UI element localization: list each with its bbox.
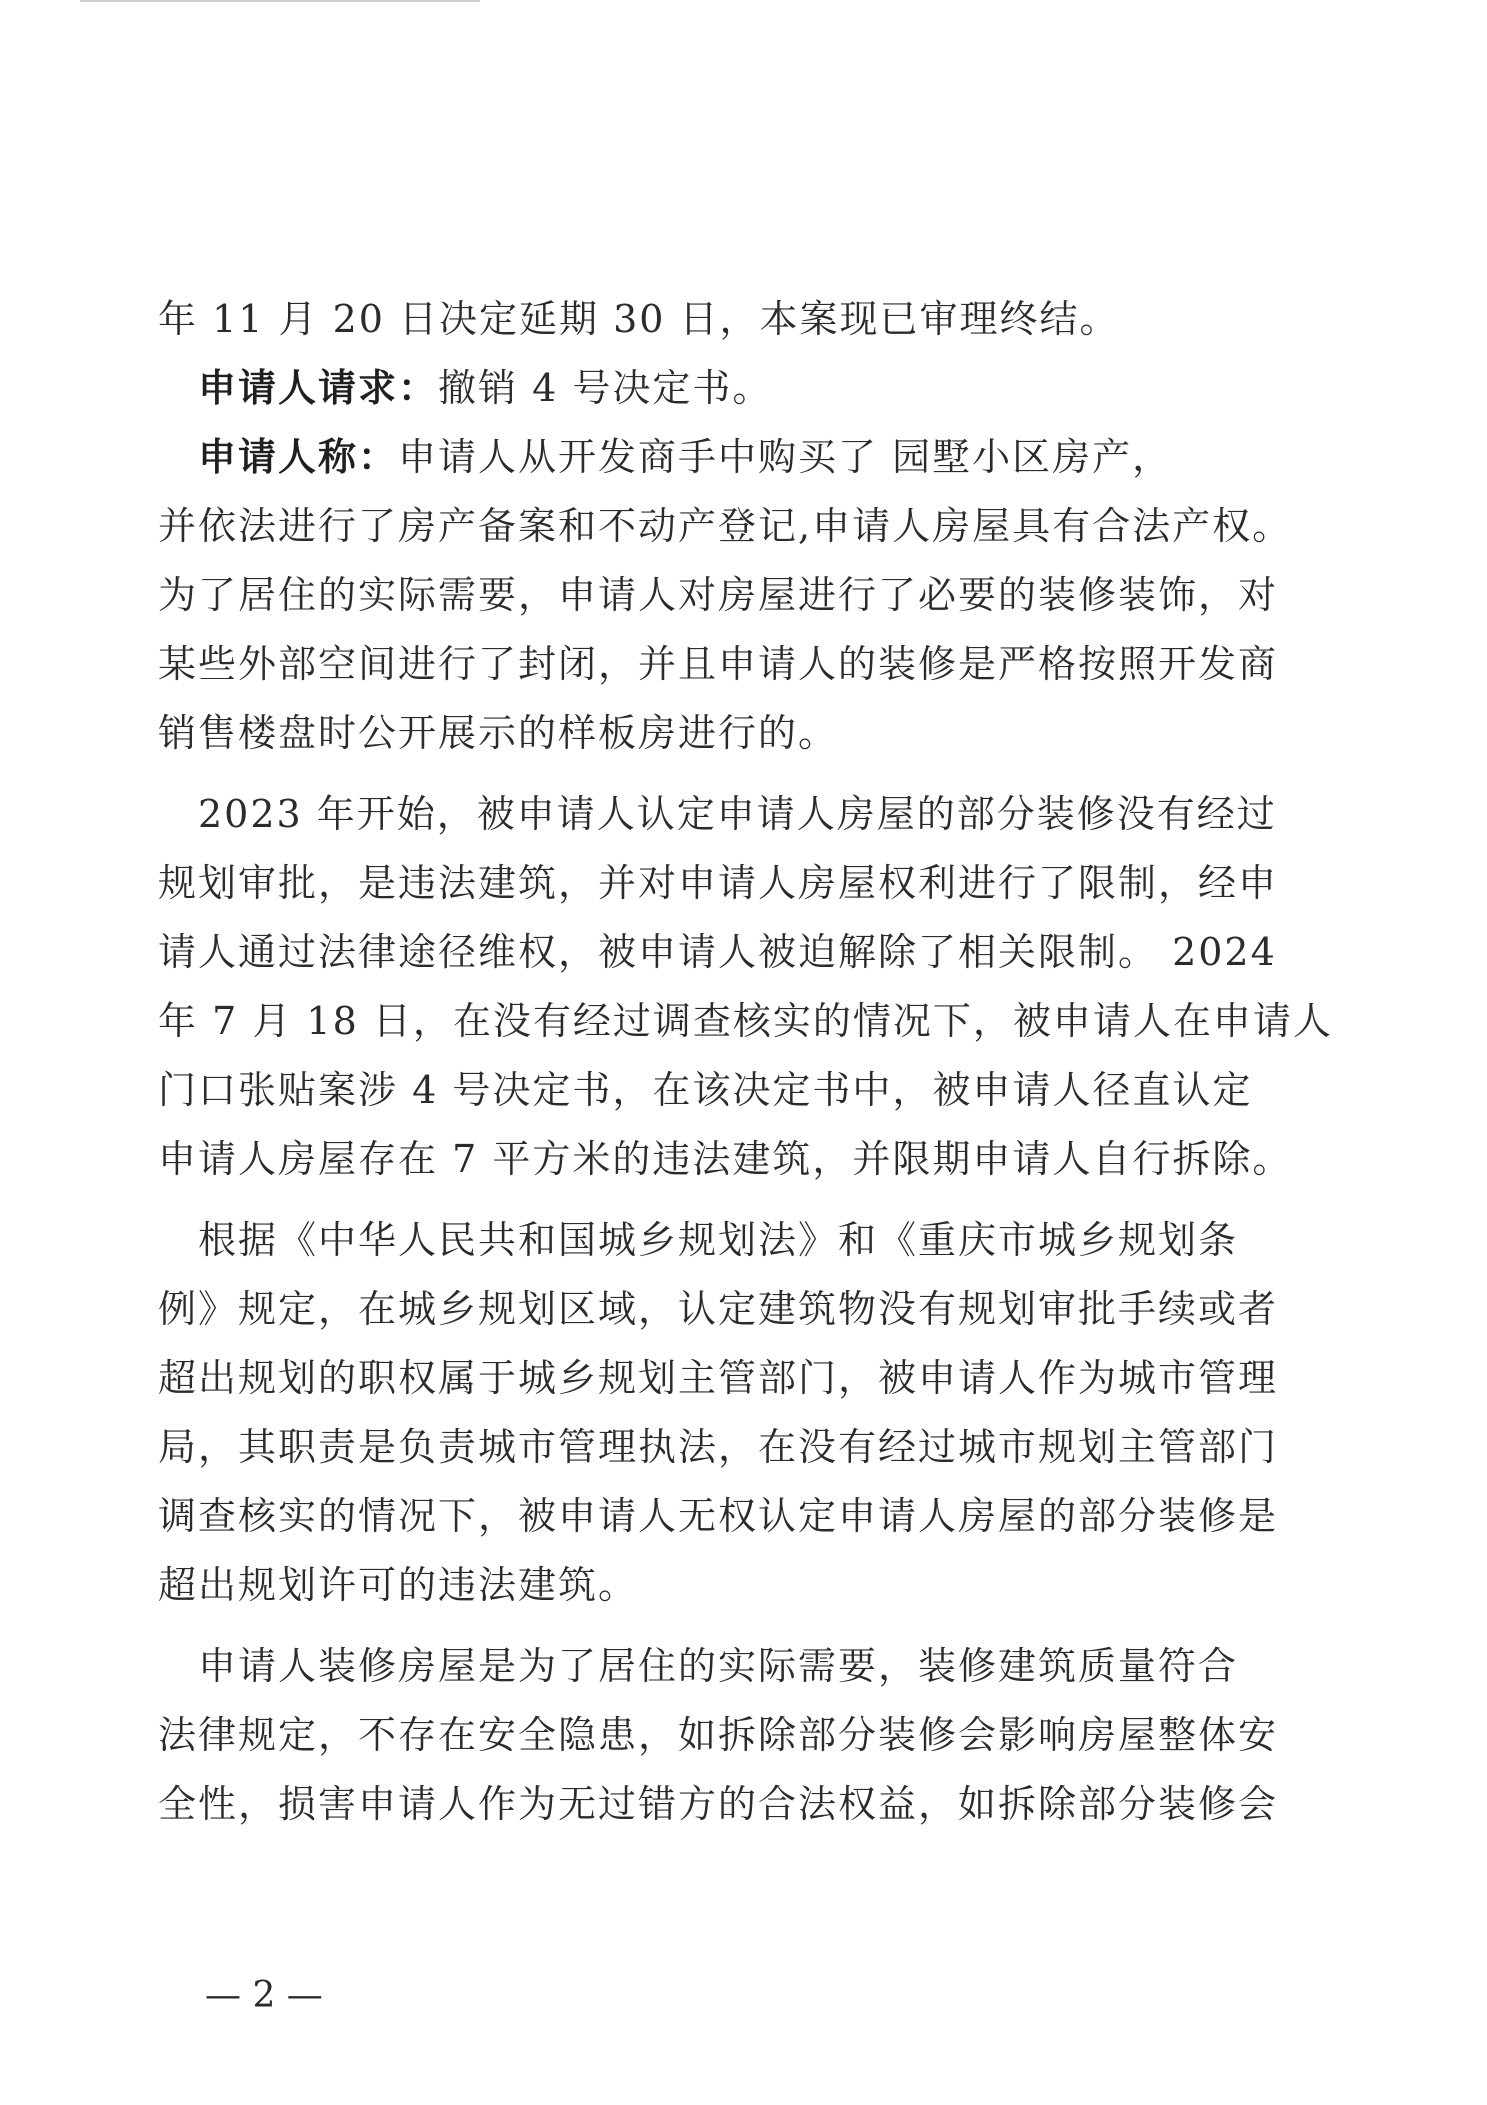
text-line <box>158 699 1286 768</box>
text-line <box>158 918 1286 987</box>
line-text: 2023 年开始，被申请人认定申请人房屋的部分装修没有经过 <box>158 792 1277 836</box>
line-text: 年 7 月 18 日，在没有经过调查核实的情况下，被申请人在申请人 <box>158 999 1333 1043</box>
line-text: 申请人从开发商手中购买了 园墅小区房产， <box>398 435 1173 479</box>
text-line <box>158 1275 1286 1344</box>
paragraph-gap <box>158 1194 1286 1206</box>
text-line <box>158 492 1293 561</box>
line-text: 根据《中华人民共和国城乡规划法》和《重庆市城乡规划条 <box>158 1218 1239 1262</box>
paragraph-gap <box>158 768 1286 780</box>
text-line <box>158 1632 1286 1701</box>
line-text: 并依法进行了房产备案和不动产登记,申请人房屋具有合法产权。 <box>158 504 1293 548</box>
line-text: 撤销 4 号决定书。 <box>438 366 773 410</box>
line-text: 销售楼盘时公开展示的样板房进行的。 <box>158 711 839 755</box>
line-text: 申请人房屋存在 7 平方米的违法建筑，并限期申请人自行拆除。 <box>158 1137 1293 1181</box>
line-text: 例》规定，在城乡规划区域，认定建筑物没有规划审批手续或者 <box>158 1287 1279 1331</box>
line-text: 规划审批，是违法建筑，并对申请人房屋权利进行了限制，经申 <box>158 861 1279 905</box>
text-line <box>158 285 1286 354</box>
line-text: 超出规划的职权属于城乡规划主管部门，被申请人作为城市管理 <box>158 1356 1279 1400</box>
text-line <box>158 1125 1293 1194</box>
scan-edge-line <box>80 0 480 2</box>
line-text: 为了居住的实际需要，申请人对房屋进行了必要的装修装饰，对 <box>158 573 1279 617</box>
page-number: — 2 — <box>205 1975 323 2016</box>
line-text: 申请人装修房屋是为了居住的实际需要，装修建筑质量符合 <box>158 1644 1239 1688</box>
text-line <box>158 1482 1286 1551</box>
line-text: 法律规定，不存在安全隐患，如拆除部分装修会影响房屋整体安 <box>158 1713 1279 1757</box>
text-line <box>158 423 1286 492</box>
line-text: 某些外部空间进行了封闭，并且申请人的装修是严格按照开发商 <box>158 642 1279 686</box>
document-body <box>158 285 1333 1839</box>
text-line <box>158 1413 1286 1482</box>
text-line <box>158 561 1286 630</box>
line-text: 全性，损害申请人作为无过错方的合法权益，如拆除部分装修会 <box>158 1782 1279 1826</box>
text-line <box>158 780 1286 849</box>
paragraph-lead: 申请人称： <box>198 435 399 479</box>
line-text: 年 11 月 20 日决定延期 30 日，本案现已审理终结。 <box>158 297 1120 341</box>
text-line <box>158 987 1333 1056</box>
paragraph-gap <box>158 1620 1286 1632</box>
line-text: 超出规划许可的违法建筑。 <box>158 1563 639 1607</box>
text-line <box>158 1056 1286 1125</box>
text-line <box>158 630 1286 699</box>
line-text: 请人通过法律途径维权，被申请人被迫解除了相关限制。 2024 <box>158 930 1277 974</box>
paragraph-lead: 申请人请求： <box>198 366 439 410</box>
text-line <box>158 1701 1286 1770</box>
text-line <box>158 1344 1286 1413</box>
line-text: 调查核实的情况下，被申请人无权认定申请人房屋的部分装修是 <box>158 1494 1279 1538</box>
text-line <box>158 1770 1286 1839</box>
text-line <box>158 354 1286 423</box>
line-text: 局，其职责是负责城市管理执法，在没有经过城市规划主管部门 <box>158 1425 1279 1469</box>
text-line <box>158 849 1286 918</box>
line-text: 门口张贴案涉 4 号决定书，在该决定书中，被申请人径直认定 <box>158 1068 1253 1112</box>
text-line <box>158 1206 1286 1275</box>
text-line <box>158 1551 1286 1620</box>
